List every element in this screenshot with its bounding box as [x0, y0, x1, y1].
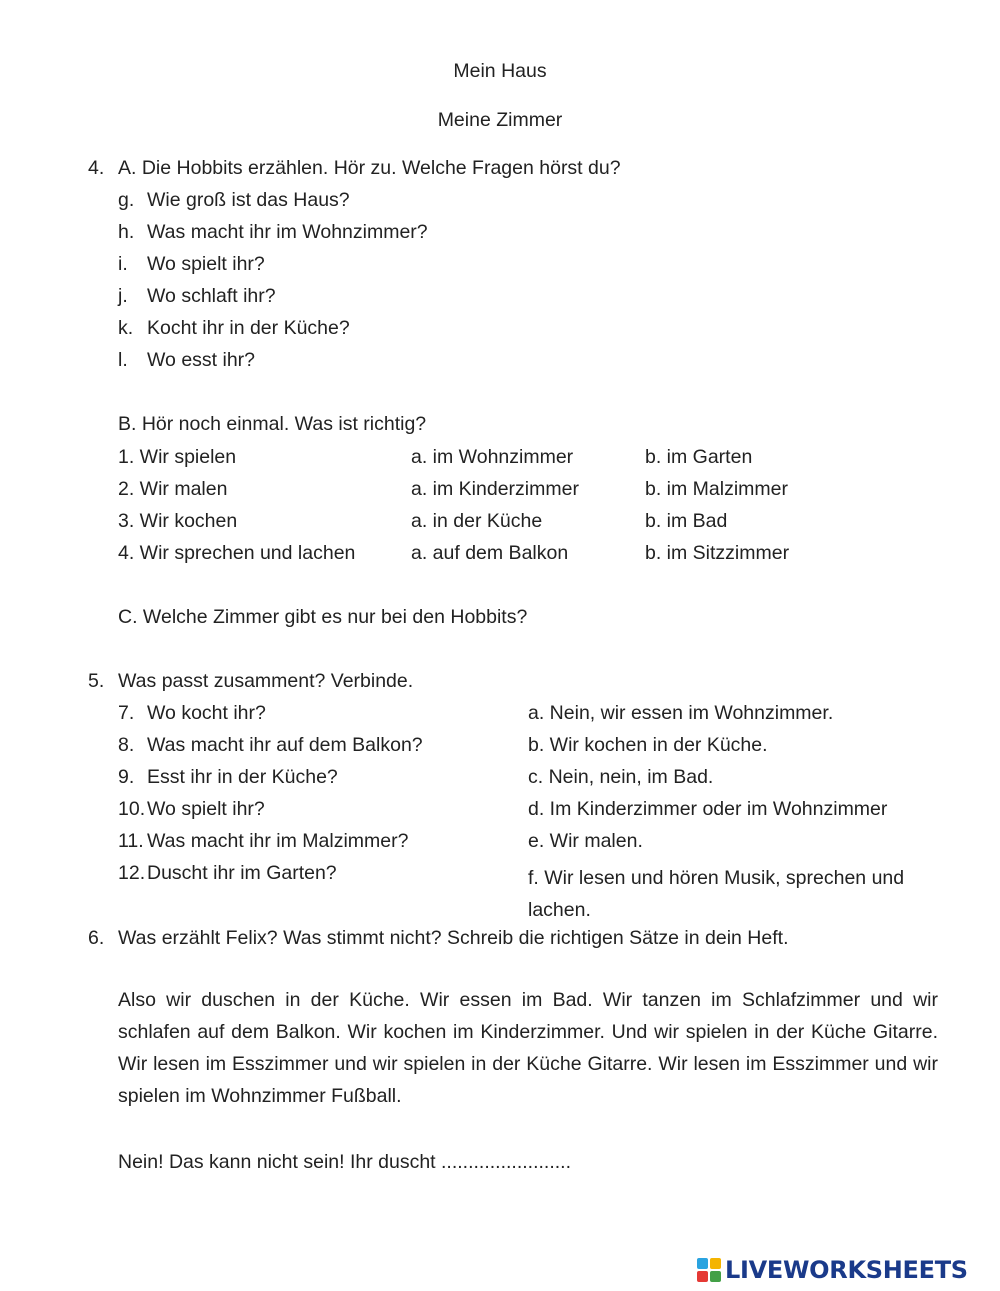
- table-cell-option-a: a. in der Küche: [411, 510, 543, 532]
- table-cell-option-a: a. im Kinderzimmer: [411, 478, 579, 500]
- table-cell-question: 4. Wir sprechen und lachen: [118, 542, 356, 564]
- table-cell-option-a: a. im Wohnzimmer: [411, 446, 574, 468]
- match-question-number: 9.: [118, 766, 135, 788]
- match-question-number: 12.: [118, 862, 146, 884]
- table-cell-option-b: b. im Garten: [645, 446, 753, 468]
- question-prompt: Was passt zusamment? Verbinde.: [118, 670, 414, 692]
- table-cell-question: 3. Wir kochen: [118, 510, 238, 532]
- list-marker: g.: [118, 189, 135, 211]
- liveworksheets-logo: [697, 1253, 968, 1287]
- list-marker: k.: [118, 317, 134, 339]
- logo-text: LIVEWORKSHEETS: [725, 1256, 968, 1284]
- question-prompt: A. Die Hobbits erzählen. Hör zu. Welche Fragen hörst du?: [118, 157, 621, 179]
- match-question: Was macht ihr auf dem Balkon?: [147, 734, 423, 756]
- question-number: 5.: [88, 670, 105, 692]
- story-paragraph: Also wir duschen in der Küche. Wir essen im Bad. Wir tanzen im Schlafzimmer und wir schlafen auf dem Balkon. Wir kochen im Kinderzimmer. Und wir spielen in der Küche Gitarre. Wir lesen im Esszimmer und wir spielen in der Küche Gitarre. Wir lesen im Esszimmer und wir spielen im Wohnzimmer Fußball.: [118, 989, 938, 1107]
- match-question-number: 11.: [118, 830, 144, 852]
- match-question-number: 10.: [118, 798, 146, 820]
- list-marker: j.: [118, 285, 128, 307]
- question-number: 6.: [88, 927, 105, 949]
- list-item: Kocht ihr in der Küche?: [147, 317, 350, 339]
- match-answer: b. Wir kochen in der Küche.: [528, 734, 768, 756]
- logo-tiles-icon: [697, 1258, 721, 1282]
- table-cell-option-b: b. im Bad: [645, 510, 728, 532]
- list-item: Wo schlaft ihr?: [147, 285, 276, 307]
- part-b-prompt: B. Hör noch einmal. Was ist richtig?: [118, 413, 427, 435]
- page-title: Mein Haus: [453, 60, 547, 82]
- list-item: Was macht ihr im Wohnzimmer?: [147, 221, 428, 243]
- page-subtitle: Meine Zimmer: [437, 109, 563, 131]
- match-question: Duscht ihr im Garten?: [147, 862, 337, 884]
- match-answer: e. Wir malen.: [528, 830, 643, 852]
- match-question-number: 8.: [118, 734, 135, 756]
- question-prompt: Was erzählt Felix? Was stimmt nicht? Schreib die richtigen Sätze in dein Heft.: [118, 927, 789, 949]
- match-question-number: 7.: [118, 702, 135, 724]
- list-item: Wo esst ihr?: [147, 349, 256, 371]
- match-answer: d. Im Kinderzimmer oder im Wohnzimmer: [528, 798, 888, 820]
- list-marker: h.: [118, 221, 135, 243]
- match-answer: f. Wir lesen und hören Musik, sprechen und lachen.: [528, 867, 905, 921]
- list-item: Wie groß ist das Haus?: [147, 189, 350, 211]
- table-cell-option-b: b. im Malzimmer: [645, 478, 789, 500]
- match-question: Esst ihr in der Küche?: [147, 766, 338, 788]
- match-answer: a. Nein, wir essen im Wohnzimmer.: [528, 702, 834, 724]
- table-cell-option-b: b. im Sitzzimmer: [645, 542, 790, 564]
- question-number: 4.: [88, 157, 105, 179]
- list-marker: i.: [118, 253, 128, 275]
- table-cell-option-a: a. auf dem Balkon: [411, 542, 569, 564]
- answer-start-line: Nein! Das kann nicht sein! Ihr duscht ........................: [118, 1151, 572, 1173]
- table-cell-question: 2. Wir malen: [118, 478, 228, 500]
- match-question: Wo spielt ihr?: [147, 798, 265, 820]
- match-answer: c. Nein, nein, im Bad.: [528, 766, 714, 788]
- table-cell-question: 1. Wir spielen: [118, 446, 237, 468]
- list-item: Wo spielt ihr?: [147, 253, 265, 275]
- list-marker: l.: [118, 349, 128, 371]
- match-question: Wo kocht ihr?: [147, 702, 266, 724]
- part-c-prompt: C. Welche Zimmer gibt es nur bei den Hobbits?: [118, 606, 528, 628]
- match-question: Was macht ihr im Malzimmer?: [147, 830, 409, 852]
